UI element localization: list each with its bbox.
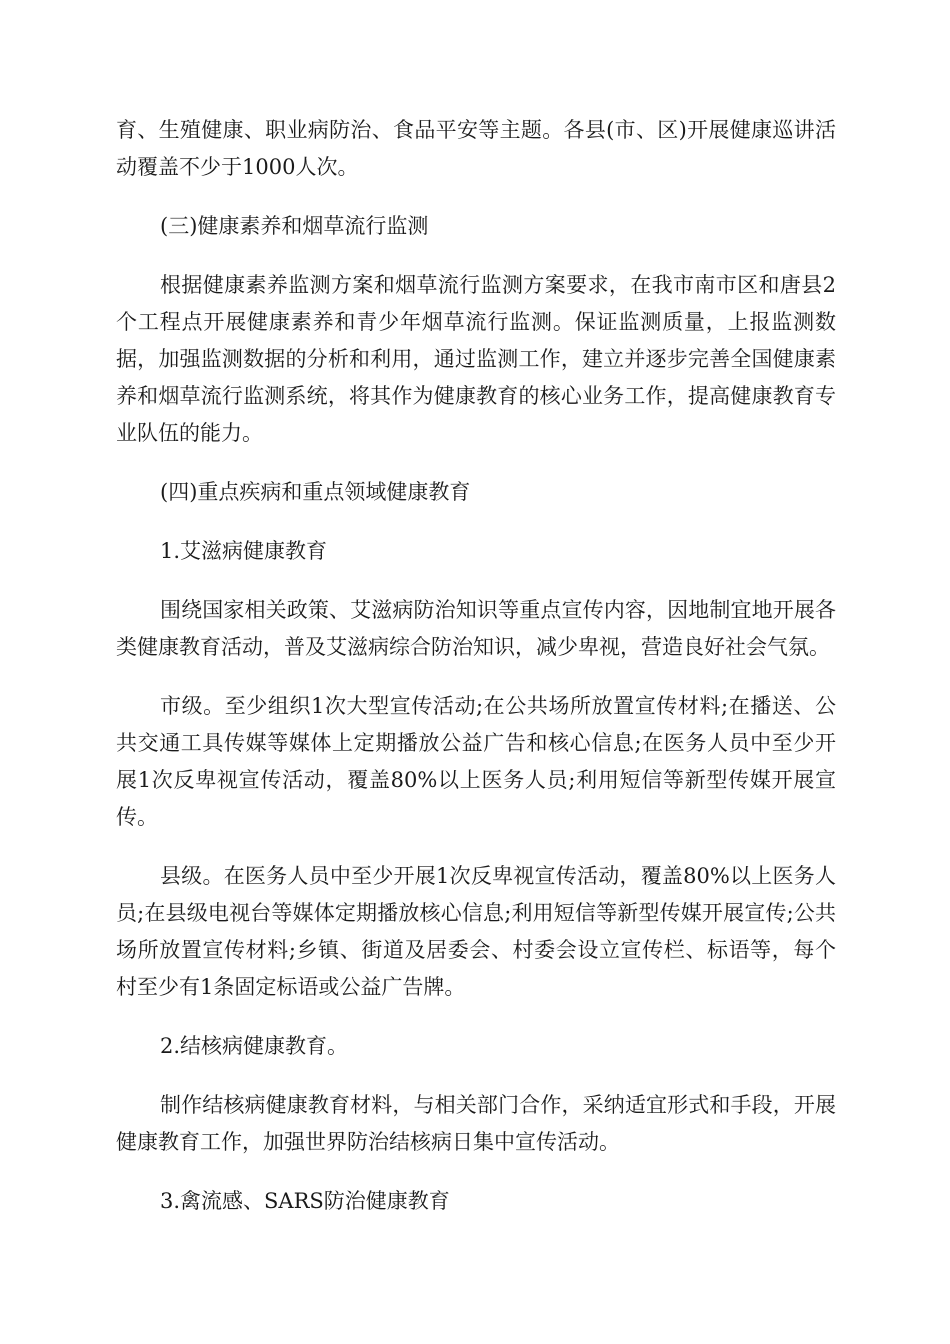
paragraph-city-level: 市级。至少组织1次大型宣传活动;在公共场所放置宣传材料;在播送、公共交通工具传媒等媒体上定期播放公益广告和核心信息;在医务人员中至少开展1次反卑视宣传活动，覆盖80%以上医务人员;利用短信等新型传媒开展宣传。: [116, 694, 836, 829]
section-heading-3: (三)健康素养和烟草流行监测: [160, 214, 429, 238]
paragraph-continuation: 育、生殖健康、职业病防治、食品平安等主题。各县(市、区)开展健康巡讲活动覆盖不少于1000人次。: [116, 118, 836, 179]
paragraph-tuberculosis: 制作结核病健康教育材料，与相关部门合作，采纳适宜形式和手段，开展健康教育工作，加强世界防治结核病日集中宣传活动。: [116, 1093, 836, 1154]
subheading-avian-flu-sars: 3.禽流感、SARS防治健康教育: [160, 1189, 450, 1213]
subheading-aids: 1.艾滋病健康教育: [160, 539, 328, 563]
document-body: [116, 112, 836, 1242]
section-heading-4: (四)重点疾病和重点领域健康教育: [160, 480, 471, 504]
paragraph-aids-intro: 围绕国家相关政策、艾滋病防治知识等重点宣传内容，因地制宜地开展各类健康教育活动，普及艾滋病综合防治知识，减少卑视，营造良好社会气氛。: [116, 598, 836, 659]
subheading-tuberculosis: 2.结核病健康教育。: [160, 1034, 349, 1058]
paragraph-literacy-monitoring: 根据健康素养监测方案和烟草流行监测方案要求，在我市南市区和唐县2个工程点开展健康素养和青少年烟草流行监测。保证监测质量，上报监测数据，加强监测数据的分析和利用，通过监测工作，建立并逐步完善全国健康素养和烟草流行监测系统，将其作为健康教育的核心业务工作，提高健康教育专业队伍的能力。: [116, 273, 836, 445]
paragraph-county-level: 县级。在医务人员中至少开展1次反卑视宣传活动，覆盖80%以上医务人员;在县级电视台等媒体定期播放核心信息;利用短信等新型传媒开展宣传;公共场所放置宣传材料;乡镇、街道及居委会、村委会设立宣传栏、标语等，每个村至少有1条固定标语或公益广告牌。: [116, 864, 836, 999]
